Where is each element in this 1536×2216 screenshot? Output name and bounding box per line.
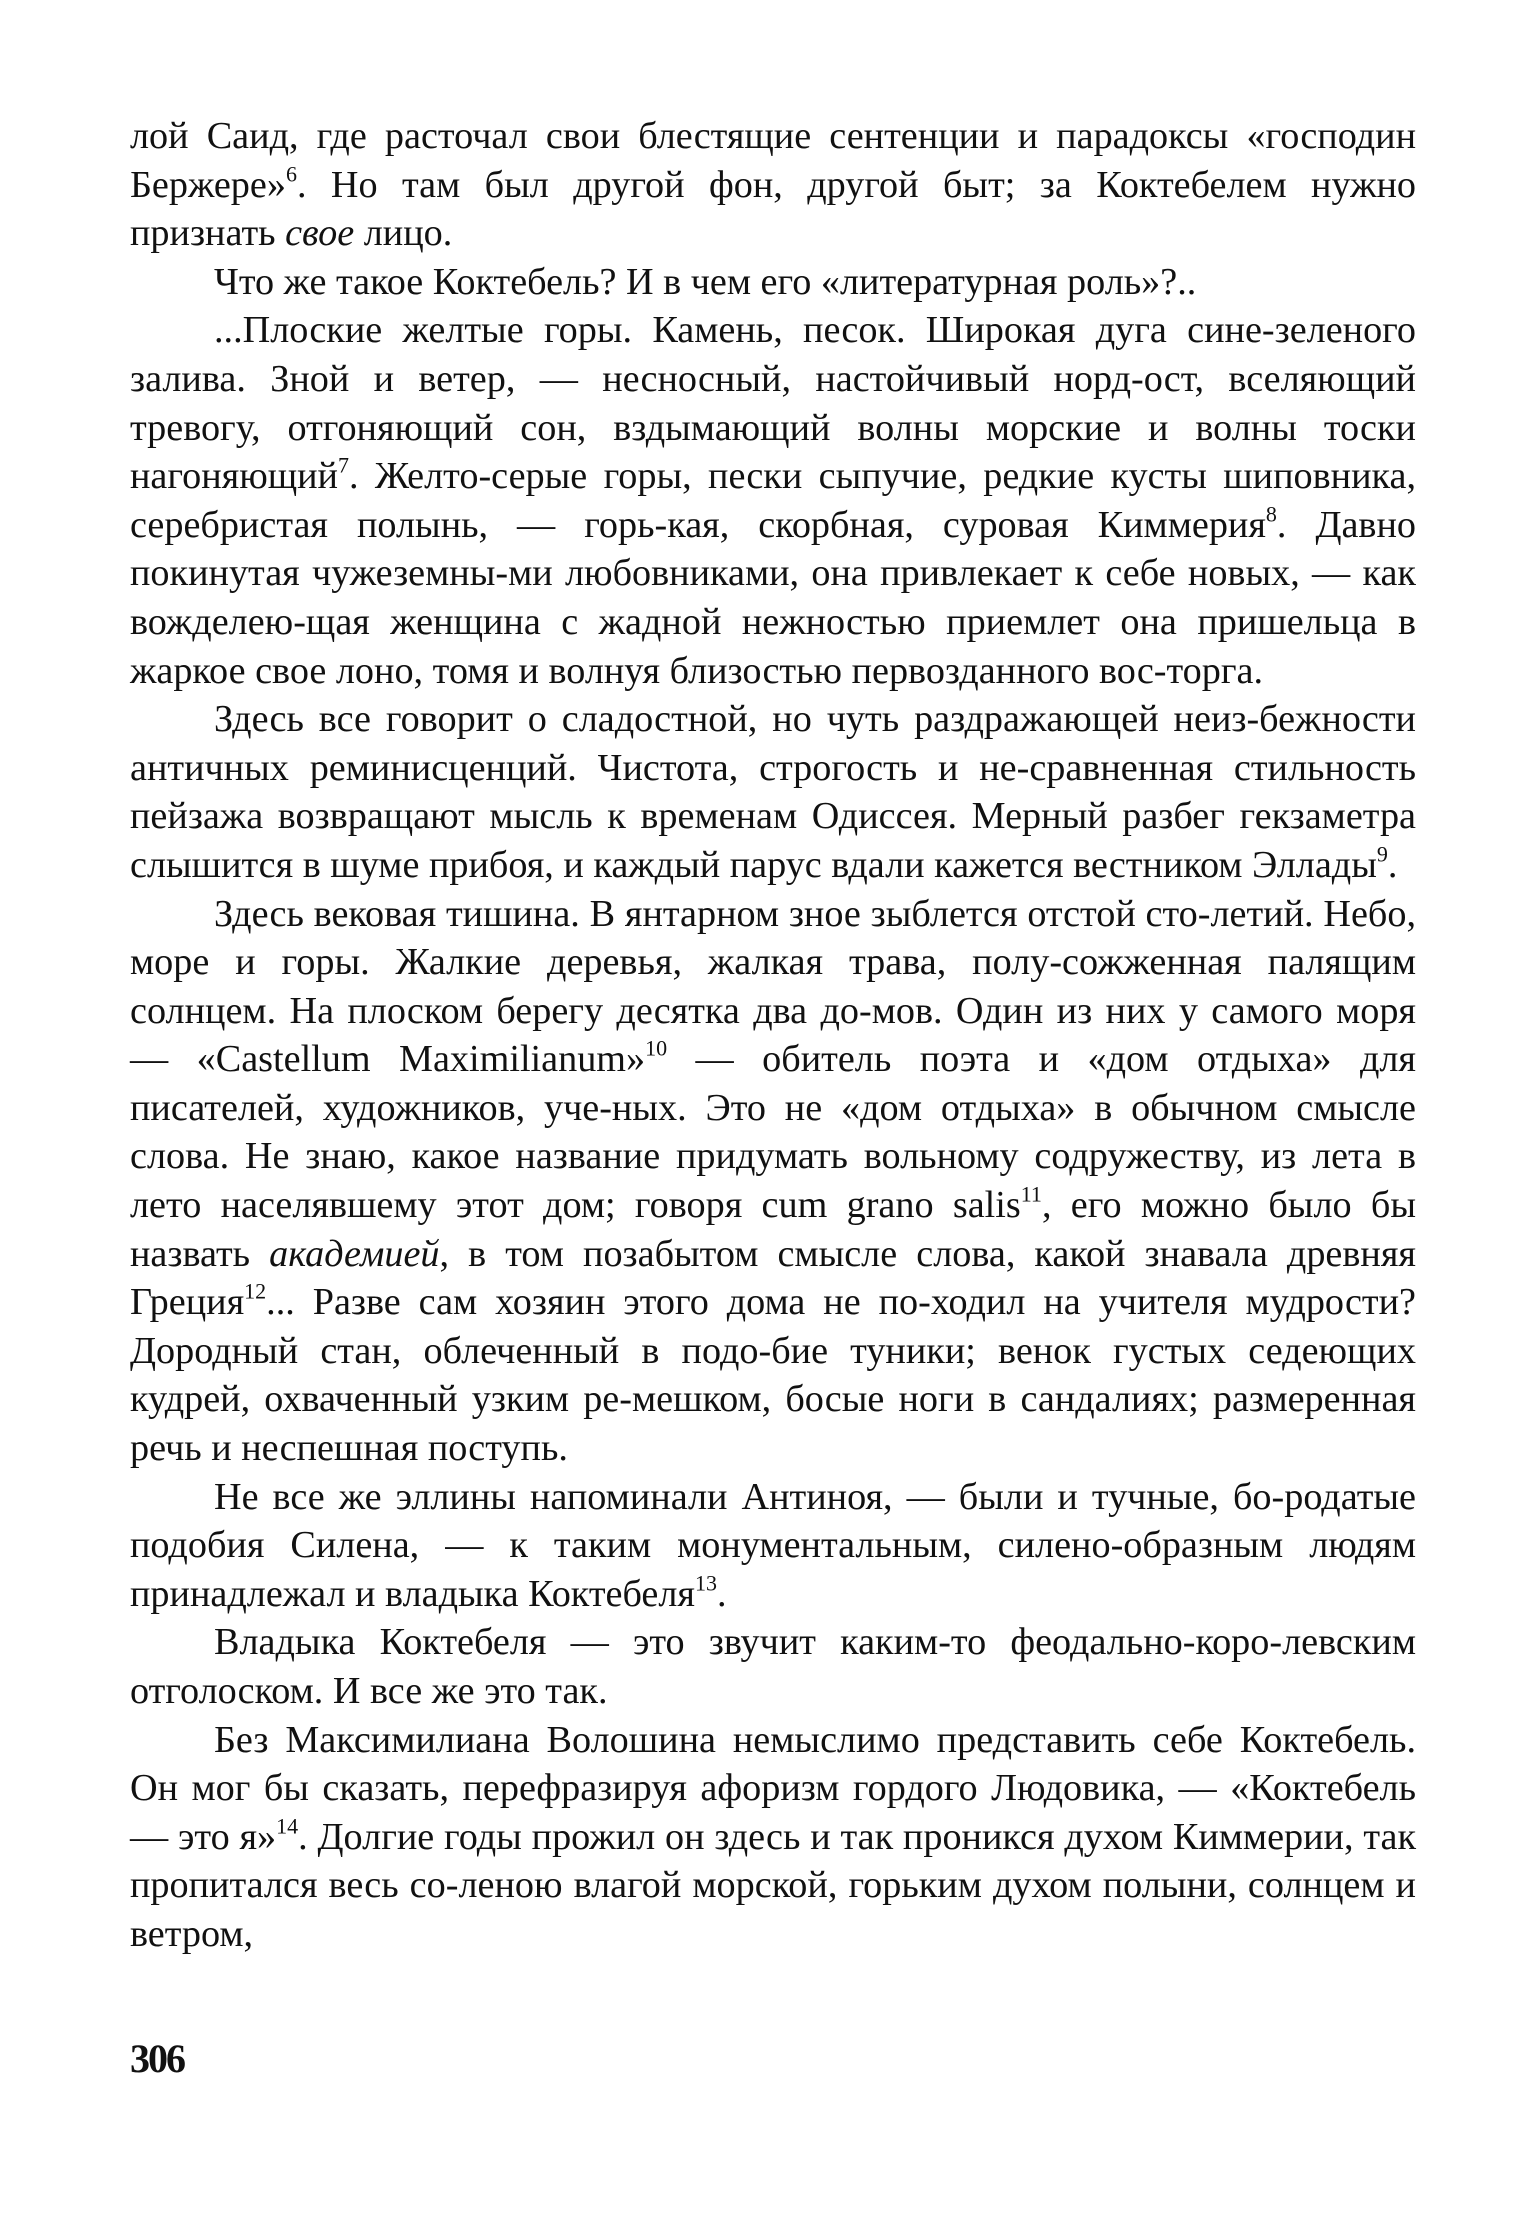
text-segment: . Давно покинутая чужеземны-ми любовниками, она привлекает к себе новых, — как вожделею-щая женщина с жадной нежностью приемлет она пришельца в жаркое свое лоно, томя и волнуя близостью первозданного вос-торга. [130,503,1416,692]
paragraph [130,695,1416,889]
body-text [130,112,1416,1959]
paragraph [130,258,1416,307]
paragraph [130,1618,1416,1715]
footnote-marker: 9 [1376,841,1388,867]
text-segment: Владыка Коктебеля — это звучит каким-то феодально-коро-левским отголоском. И все же это так. [130,1621,1416,1712]
text-segment: — обитель поэта и «дом отдыха» для писателей, художников, уче-ных. Это не «дом отдыха» в обычном смысле слова. Не знаю, какое название придумать вольному содружеству, из лета в лето населявшему этот дом; говоря cum grano salis [130,1038,1416,1227]
text-segment: . Желто-серые горы, пески сыпучие, редкие кусты шиповника, серебристая полынь, — горь-кая, скорбная, суровая Киммерия [130,455,1416,546]
emphasis-text: академией [269,1232,440,1275]
text-segment: ... Разве сам хозяин этого дома не по-ходил на учителя мудрости? Дородный стан, облеченный в подо-бие туники; венок густых седеющих кудрей, охваченный узким ре-мешком, босые ноги в сандалиях; размеренная речь и неспешная поступь. [130,1281,1416,1470]
footnote-marker: 8 [1265,501,1277,527]
page-number: 306 [130,2036,184,2081]
text-segment: лой Саид, где расточал свои блестящие сентенции и парадоксы «господин Бержере» [130,115,1416,206]
paragraph [130,1716,1416,1959]
text-segment: Без Максимилиана Волошина немыслимо представить себе Коктебель. Он мог бы сказать, перефразируя афоризм гордого Людовика, — «Коктебель — это я» [130,1718,1416,1858]
footnote-marker: 12 [244,1278,267,1304]
paragraph [130,890,1416,1473]
text-segment: , его можно было бы назвать [130,1184,1416,1275]
text-segment: лицо. [354,212,453,255]
text-segment: , в том позабытом смысле слова, какой знавала древняя Греция [130,1232,1416,1324]
text-segment: . Но там был другой фон, другой быт; за Коктебелем нужно признать [130,163,1416,255]
text-segment: . Долгие годы прожил он здесь и так проникся духом Киммерии, так пропитался весь со-леною влагой морской, горьким духом полыни, солнцем и ветром, [130,1815,1417,1955]
paragraph [130,306,1416,695]
text-segment: Что же такое Коктебель? И в чем его «литературная роль»?.. [214,260,1197,303]
footnote-marker: 6 [285,161,297,187]
text-segment: . [716,1572,727,1615]
emphasis-text: свое [285,212,355,255]
paragraph [130,1473,1416,1619]
text-segment: Здесь все говорит о сладостной, но чуть раздражающей неиз-бежности античных реминисценций. Чистота, строгость и не-сравненная стильность пейзажа возвращают мысль к временам Одиссея. Мерный разбег гекзаметра слышится в шуме прибоя, и каждый парус вдали кажется вестником Эллады [130,698,1416,886]
footnote-marker: 13 [694,1570,717,1596]
text-segment: Не все же эллины напоминали Антиноя, — были и тучные, бо-родатые подобия Силена, — к таким монументальным, силено-образным людям принадлежал и владыка Коктебеля [130,1475,1416,1615]
footnote-marker: 14 [276,1813,299,1839]
text-segment: . [1387,843,1398,886]
footnote-marker: 7 [338,452,349,478]
footnote-marker: 11 [1020,1181,1042,1207]
text-segment: ...Плоские желтые горы. Камень, песок. Широкая дуга сине-зеленого залива. Зной и ветер, — несносный, настойчивый норд-ост, вселяющий тревогу, отгоняющий сон, вздымающий волны морские и волны тоски нагоняющий [130,309,1416,498]
text-segment: Здесь вековая тишина. В янтарном зное зыблется отстой сто-летий. Небо, море и горы. Жалкие деревья, жалкая трава, полу-сожженная палящим солнцем. На плоском берегу десятка два до-мов. Один из них у самого моря — «Castellum Maximilianum» [130,892,1416,1081]
paragraph [130,112,1416,258]
document-page [130,112,1416,1959]
footnote-marker: 10 [645,1035,668,1061]
